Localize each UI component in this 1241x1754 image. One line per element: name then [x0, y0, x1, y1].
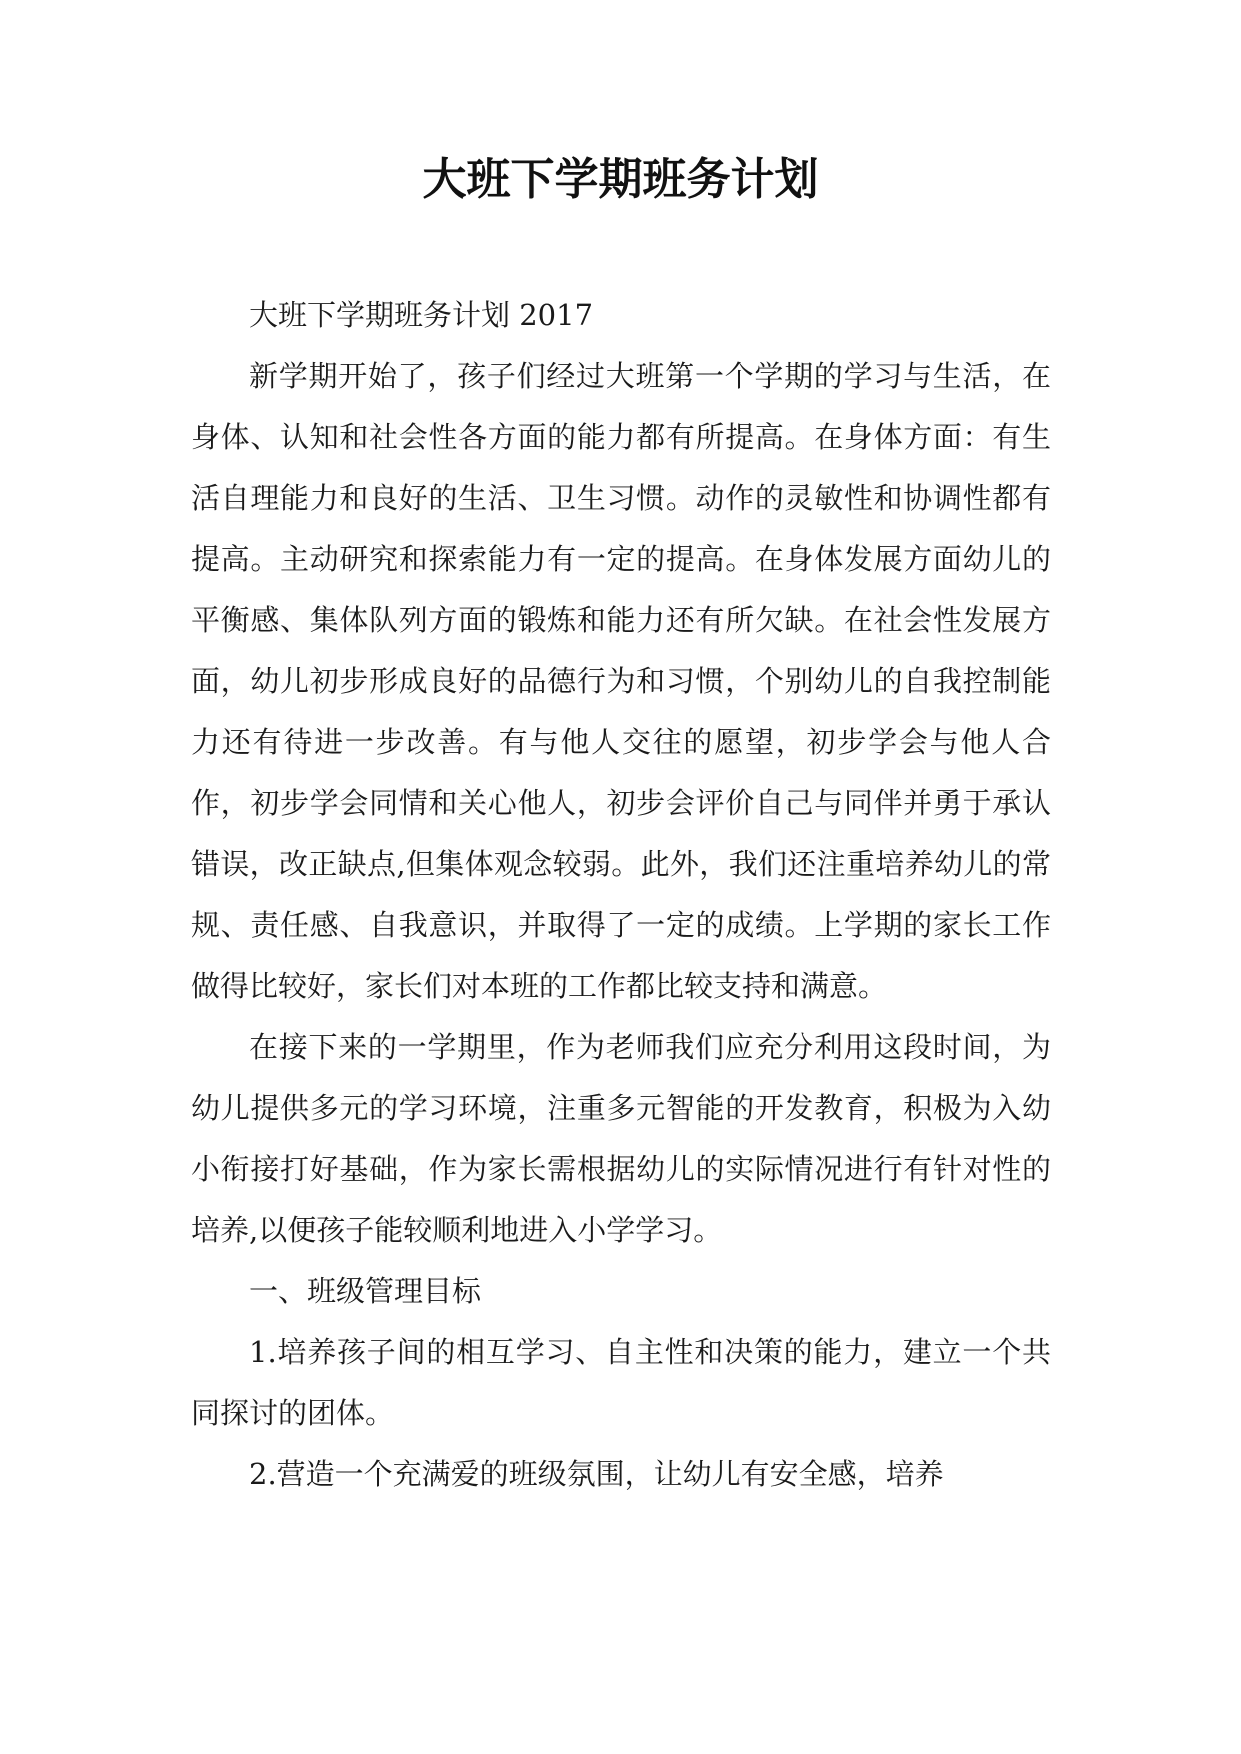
paragraph-intro: 新学期开始了，孩子们经过大班第一个学期的学习与生活，在身体、认知和社会性各方面的能力都有所提高。在身体方面：有生活自理能力和良好的生活、卫生习惯。动作的灵敏性和协调性都有提高。主动研究和探索能力有一定的提高。在身体发展方面幼儿的平衡感、集体队列方面的锻炼和能力还有所欠缺。在社会性发展方面，幼儿初步形成良好的品德行为和习惯，个别幼儿的自我控制能力还有待进一步改善。有与他人交往的愿望，初步学会与他人合作，初步学会同情和关心他人，初步会评价自己与同伴并勇于承认错误，改正缺点,但集体观念较弱。此外，我们还注重培养幼儿的常规、责任感、自我意识，并取得了一定的成绩。上学期的家长工作做得比较好，家长们对本班的工作都比较支持和满意。 — [191, 359, 1051, 1003]
paragraph-plan: 在接下来的一学期里，作为老师我们应充分利用这段时间，为幼儿提供多元的学习环境，注重多元智能的开发教育，积极为入幼小衔接打好基础，作为家长需根据幼儿的实际情况进行有针对性的培养,以便孩子能较顺利地进入小学学习。 — [191, 1030, 1051, 1247]
list-item: 2.营造一个充满爱的班级氛围，让幼儿有安全感，培养 — [249, 1457, 944, 1491]
paragraph-subtitle: 大班下学期班务计划 2017 — [249, 298, 594, 332]
document-body — [191, 285, 1051, 1505]
section-heading: 一、班级管理目标 — [249, 1274, 482, 1308]
document-title: 大班下学期班务计划 — [422, 154, 819, 205]
list-item: 1.培养孩子间的相互学习、自主性和决策的能力，建立一个共同探讨的团体。 — [191, 1335, 1051, 1430]
